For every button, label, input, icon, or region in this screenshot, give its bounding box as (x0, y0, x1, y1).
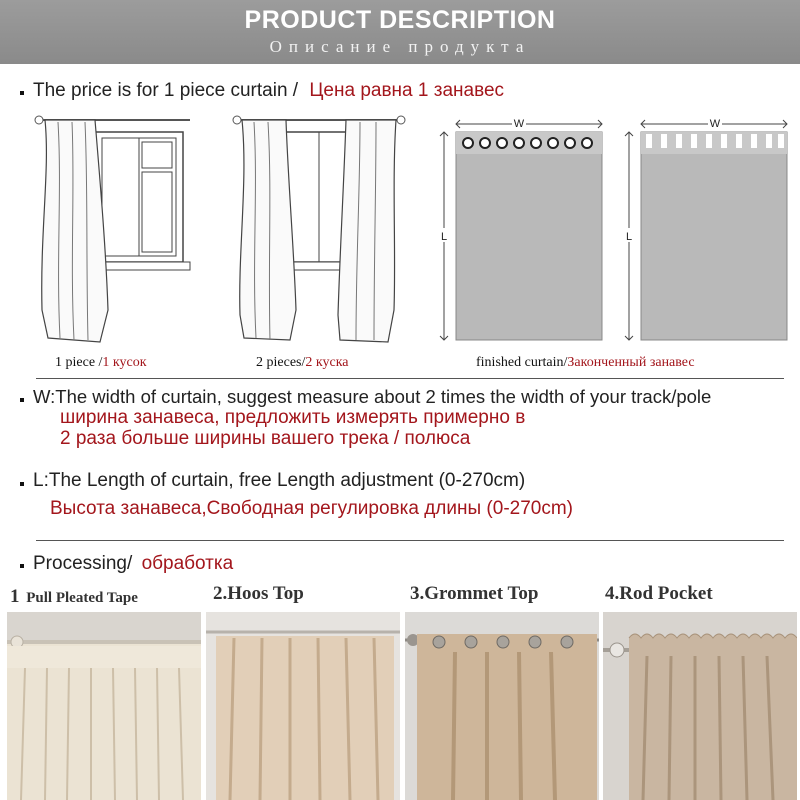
tab-top-panel-diagram (615, 112, 795, 344)
two-pieces-caption-en: 2 pieces/ (256, 355, 306, 370)
processing-ru: обработка (141, 553, 234, 574)
bullet (20, 482, 24, 486)
divider (36, 378, 784, 379)
one-piece-caption (55, 355, 147, 371)
pull-pleated-tape-photo (7, 612, 201, 800)
price-note (33, 80, 504, 102)
one-piece-diagram (30, 110, 200, 350)
two-pieces-diagram (228, 110, 408, 350)
hooks-top-photo (206, 612, 400, 800)
finished-caption-ru: Законченный занавес (567, 355, 695, 370)
divider (36, 540, 784, 541)
two-pieces-caption (256, 355, 349, 371)
style-number-1: 1 (10, 586, 20, 607)
width-letter: W (513, 118, 525, 130)
bullet (20, 564, 24, 568)
price-note-en: The price is for 1 piece curtain / (33, 80, 299, 101)
length-letter-2: L (625, 231, 633, 243)
style-label-1 (10, 586, 138, 608)
grommet-panel-diagram (430, 112, 610, 344)
length-note-ru: Высота занавеса,Свободная регулировка длины (0-270cm) (50, 498, 574, 519)
processing-heading (33, 553, 233, 575)
header-banner (0, 0, 800, 64)
width-letter-2: W (709, 118, 721, 130)
style-label-4: 4.Rod Pocket (605, 583, 713, 604)
finished-caption (476, 355, 695, 371)
width-note-en: W:The width of curtain, suggest measure about 2 times the width of your track/pole (33, 386, 712, 407)
style-label-3: 3.Grommet Top (410, 583, 539, 604)
price-note-ru: Цена равна 1 занавес (309, 80, 505, 101)
bullet (20, 398, 24, 402)
width-note-ru-line2: 2 раза больше ширины вашего трека / полюса (60, 428, 471, 449)
one-piece-caption-en: 1 piece / (55, 355, 103, 370)
style-label-2: 2.Hoos Top (213, 583, 304, 604)
bullet (20, 91, 24, 95)
length-letter: L (440, 231, 448, 243)
page-title: PRODUCT DESCRIPTION (244, 6, 556, 34)
width-note-ru-line1: ширина занавеса, предложить измерять примерно в (60, 407, 526, 428)
processing-en: Processing/ (33, 553, 133, 574)
style-label-1-text: Pull Pleated Tape (26, 590, 138, 606)
one-piece-caption-ru: 1 кусок (102, 355, 147, 370)
page-subtitle: Описание продукта (269, 37, 531, 56)
finished-caption-en: finished curtain/ (476, 355, 568, 370)
grommet-top-photo (405, 612, 599, 800)
rod-pocket-photo (603, 612, 797, 800)
two-pieces-caption-ru: 2 куска (305, 355, 349, 370)
length-note-en: L:The Length of curtain, free Length adjustment (0-270cm) (33, 470, 526, 491)
